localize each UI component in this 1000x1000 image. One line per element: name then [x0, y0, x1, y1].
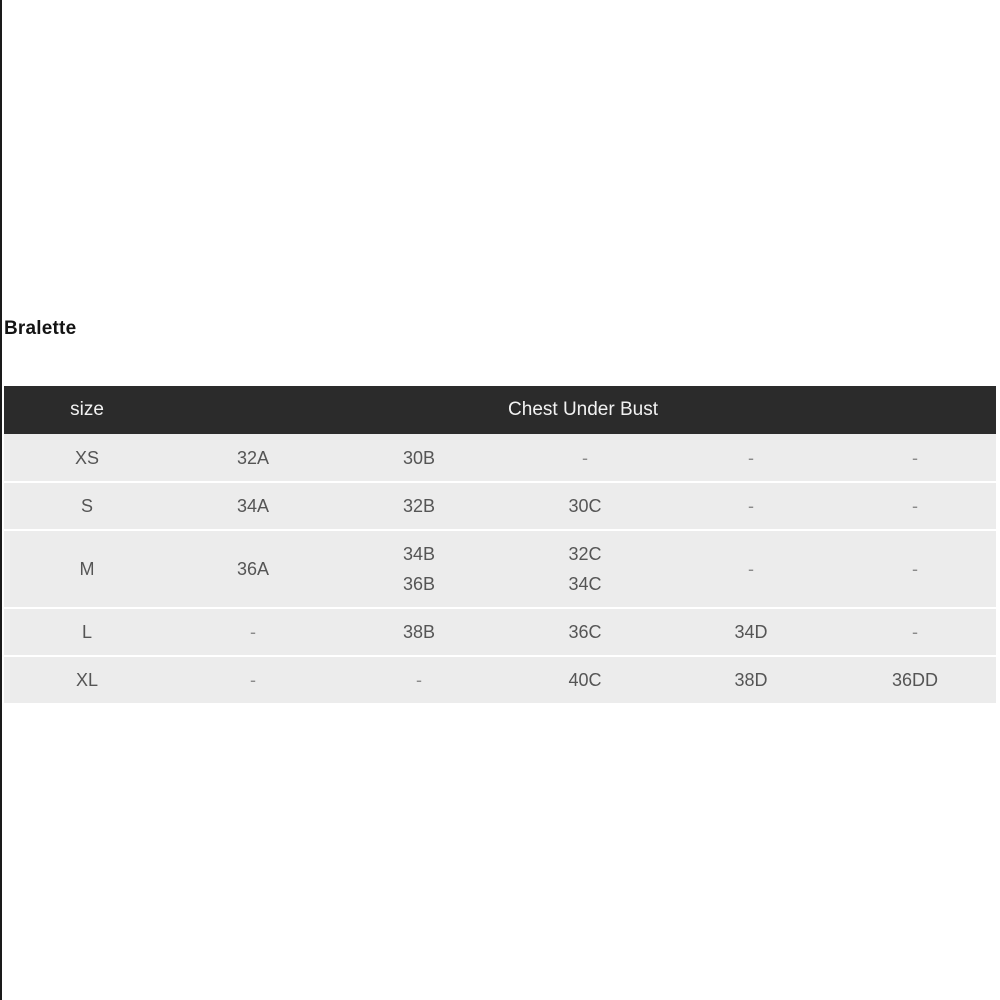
- fit-cell: -: [748, 559, 754, 579]
- fit-cell: 32C 34C: [568, 544, 602, 594]
- fit-cell: -: [748, 447, 754, 468]
- table-row: [4, 656, 996, 704]
- table-row: [4, 530, 996, 608]
- table-row: [4, 482, 996, 530]
- fit-cell: 34A: [236, 496, 270, 516]
- size-cell: S: [80, 496, 93, 516]
- size-table: [4, 386, 996, 705]
- fit-cell: 38D: [734, 670, 768, 690]
- fit-cell: 32A: [236, 447, 270, 468]
- fit-cell: -: [912, 496, 919, 516]
- fit-cell: -: [748, 496, 754, 516]
- fit-cell: -: [912, 622, 919, 642]
- fit-cell: -: [250, 622, 256, 642]
- fit-cell: -: [912, 447, 919, 468]
- header-size: size: [70, 399, 104, 420]
- size-cell: L: [81, 622, 92, 642]
- table-row: [4, 608, 996, 656]
- chart-title: Bralette: [4, 318, 77, 339]
- fit-cell: -: [250, 670, 256, 690]
- fit-cell: 38B: [402, 622, 436, 642]
- fit-cell: 30C: [568, 496, 602, 516]
- fit-cell: -: [912, 559, 919, 579]
- table-header-row: [4, 386, 996, 434]
- fit-cell: 32B: [402, 496, 436, 516]
- fit-cell: -: [582, 447, 588, 468]
- fit-cell: 30B: [402, 447, 436, 468]
- header-chest-under-bust: Chest Under Bust: [508, 399, 658, 420]
- size-cell: XL: [75, 670, 99, 690]
- fit-cell: 36C: [568, 622, 602, 642]
- size-cell: XS: [74, 447, 99, 468]
- fit-cell: 34D: [734, 622, 768, 642]
- fit-cell: 40C: [568, 670, 602, 690]
- size-cell: M: [79, 559, 95, 579]
- fit-cell: 36A: [236, 559, 270, 579]
- fit-cell: 36DD: [892, 670, 939, 690]
- left-border: [0, 0, 2, 1000]
- table-row: [4, 434, 996, 482]
- fit-cell: 34B 36B: [402, 544, 436, 594]
- fit-cell: -: [416, 670, 422, 690]
